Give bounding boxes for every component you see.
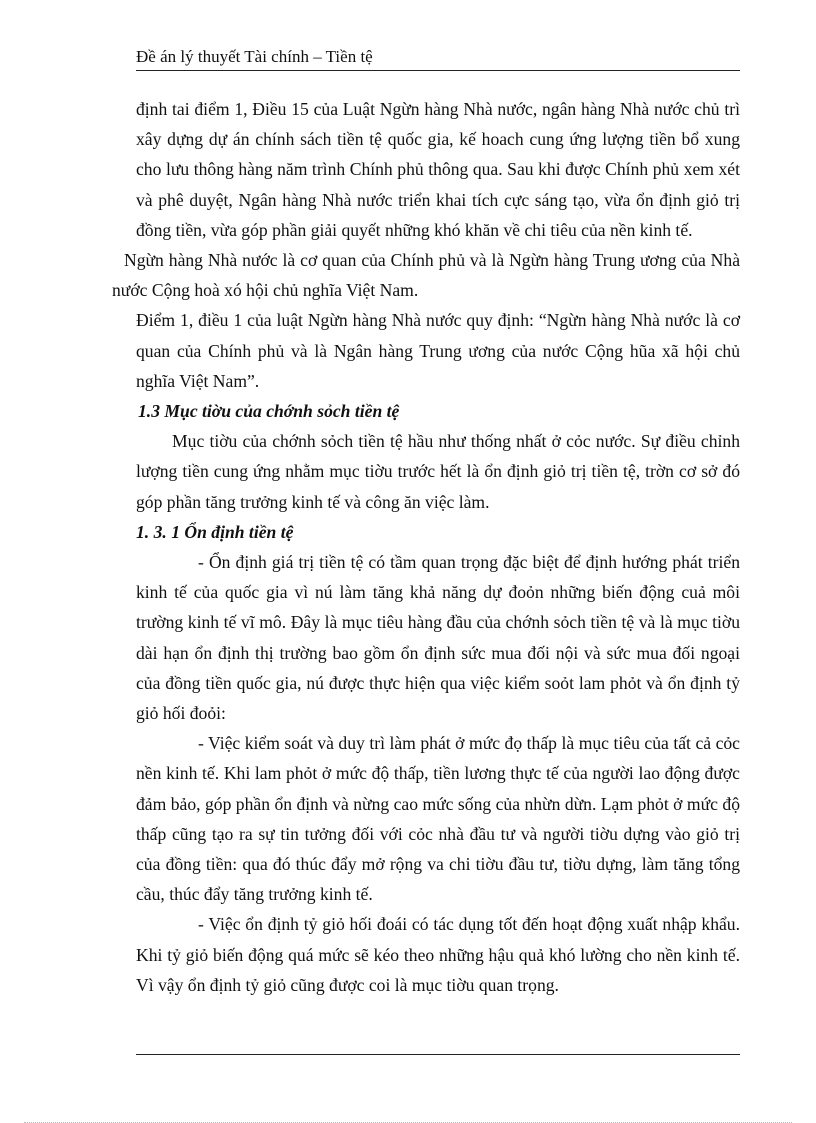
section-heading-1-3-1: 1. 3. 1 Ổn định tiền tệ (136, 521, 294, 542)
paragraph-policy-goals: Mục tiờu của chớnh sỏch tiền tệ hầu như thống nhất ở cỏc nước. Sự điều chỉnh lượng tiền cung ứng nhằm mục tiờu trước hết là ổn định giỏ trị tiền tệ, trờn cơ sở đó góp phần tăng trưởng kinh tế và công ăn việc làm. (136, 431, 740, 512)
page-header (136, 46, 740, 71)
header-title: Đề án lý thuyết Tài chính – Tiền tệ (136, 47, 373, 66)
paragraph-central-bank-policy: định tai điểm 1, Điều 15 của Luật Ngừn hàng Nhà nước, ngân hàng Nhà nước chủ trì xây dựng dự án chính sách tiền tệ quốc gia, kế hoach cung ứng lượng tiền bổ xung cho lưu thông hàng năm trình Chính phủ thông qua. Sau khi được Chính phủ xem xét và phê duyệt, Ngân hàng Nhà nước triển khai tích cực sáng tạo, vừa ổn định giỏ trị đồng tiền, vừa góp phần giải quyết những khó khăn về chi tiêu của nền kinh tế. (136, 99, 740, 240)
paragraph-inflation-control: - Việc kiểm soát và duy trì làm phát ở mức đọ thấp là mục tiêu của tất cả cỏc nền kinh tế. Khi lam phỏt ở mức độ thấp, tiền lương thực tế của người lao động được đảm bảo, góp phần ổn định và nừng cao mức sống của nhừn dừn. Lạm phỏt ở mức độ thấp cũng tạo ra sự tin tưởng đối với cỏc nhà đầu tư và người tiờu dựng vào giỏ trị của đồng tiền: qua đó thúc đẩy mở rộng va chi tiờu đầu tư, tiờu dựng, làm tăng tổng cầu, thúc đẩy tăng trưởng kinh tế. (136, 733, 740, 905)
paragraph-law-quote: Điểm 1, điều 1 của luật Ngừn hàng Nhà nước quy định: “Ngừn hàng Nhà nước là cơ quan của Chính phủ và là Ngân hàng Trung ương của nước Cộng hũa xã hội chủ nghĩa Việt Nam”. (136, 310, 740, 391)
paragraph-central-bank-definition: Ngừn hàng Nhà nước là cơ quan của Chính phủ và là Ngừn hàng Trung ương của Nhà nước Cộng hoà xó hội chủ nghĩa Việt Nam. (112, 250, 740, 301)
paragraph-currency-stability: - Ổn định giá trị tiền tệ có tầm quan trọng đặc biệt để định hướng phát triển kinh tế của quốc gia vì nú làm tăng khả năng dự đoỏn những biến động cuả môi trường kinh tế vĩ mô. Đây là mục tiêu hàng đầu của chớnh sỏch tiền tệ và là mục tiờu dài hạn ổn định thị trường bao gồm ổn định sức mua đối nội và sức mua đối ngoại của đồng tiền quốc gia, nú được thực hiện qua việc kiểm soỏt lam phỏt và ổn định tỷ giỏ hối đoỏi: (136, 552, 740, 724)
footer-divider (136, 1054, 740, 1055)
paragraph-exchange-rate: - Việc ổn định tỷ giỏ hối đoái có tác dụng tốt đến hoạt động xuất nhập khẩu. Khi tỷ giỏ biến động quá mức sẽ kéo theo những hậu quả khó lường cho nền kinh tế. Vì vậy ổn định tỷ giỏ cũng được coi là mục tiờu quan trọng. (136, 914, 740, 995)
section-heading-1-3: 1.3 Mục tiờu của chớnh sỏch tiền tệ (138, 401, 400, 422)
document-body (112, 94, 740, 1000)
